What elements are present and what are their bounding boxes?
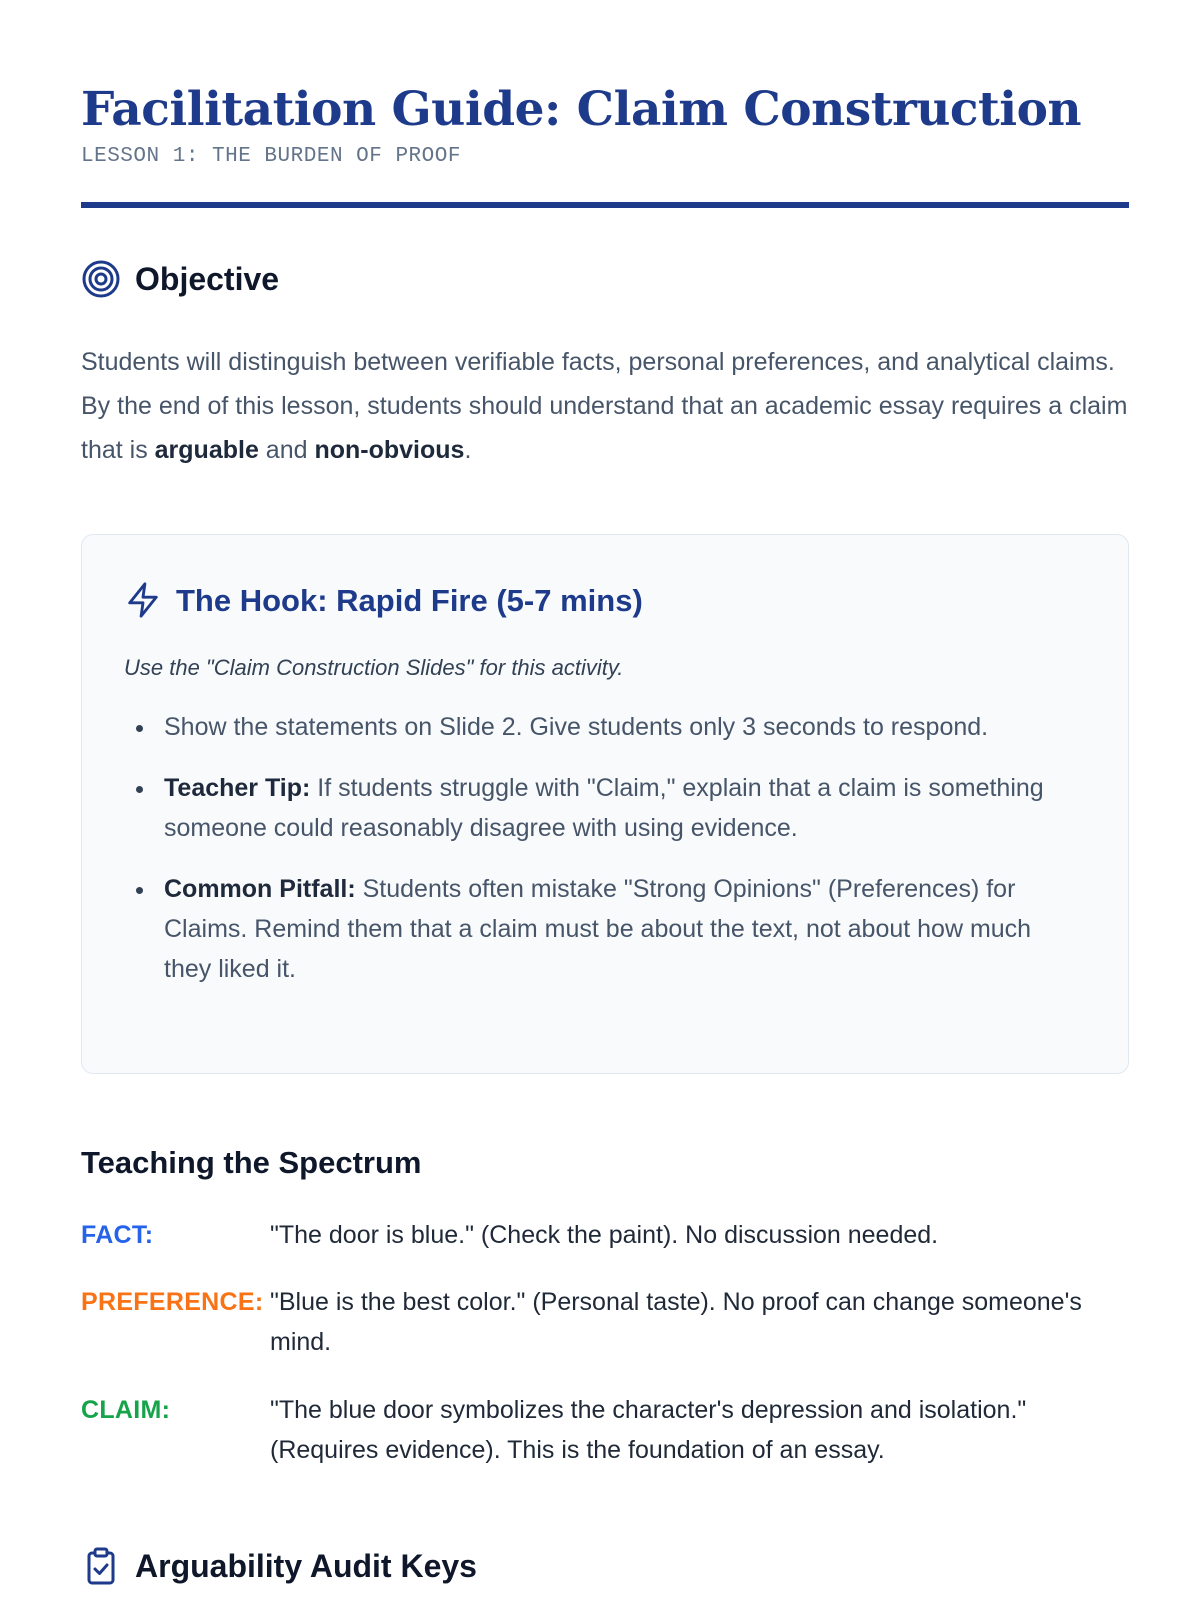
spectrum-label-claim: CLAIM:: [81, 1396, 171, 1424]
title-divider: [81, 202, 1129, 208]
objective-heading-label: Objective: [135, 261, 280, 297]
objective-text-joiner: and: [258, 436, 315, 464]
spectrum-text-fact: "The door is blue." (Check the paint). No discussion needed.: [270, 1221, 939, 1249]
list-item: [124, 869, 1064, 989]
objective-paragraph: [81, 340, 1129, 472]
list-item-text: Students often mistake "Strong Opinions" (Preferences) for Claims. Remind them that a claim must be about the text, not about how much they liked it.: [164, 875, 1032, 983]
hook-card: [81, 534, 1129, 1074]
list-item: [124, 707, 1064, 747]
spectrum-row-claim: [81, 1390, 1129, 1470]
objective-emphasis-arguable: arguable: [154, 436, 259, 464]
lesson-subtitle: LESSON 1: THE BURDEN OF PROOF: [81, 145, 461, 168]
list-item-text: If students struggle with "Claim," explain that a claim is something someone could reasonably disagree with using evidence.: [164, 774, 1044, 842]
spectrum-row-preference: [81, 1282, 1129, 1362]
spectrum-text-preference: "Blue is the best color." (Personal taste). No proof can change someone's mind.: [270, 1288, 1082, 1356]
list-item-label: Common Pitfall:: [164, 875, 356, 903]
hook-heading-label: The Hook: Rapid Fire (5-7 mins): [176, 582, 643, 618]
hook-heading: [124, 581, 643, 619]
objective-emphasis-non-obvious: non-obvious: [314, 436, 465, 464]
list-item-text: Show the statements on Slide 2. Give students only 3 seconds to respond.: [164, 713, 989, 741]
hook-note: Use the "Claim Construction Slides" for this activity.: [124, 655, 624, 680]
target-icon: [81, 259, 121, 299]
objective-text-end: .: [464, 436, 472, 464]
objective-heading: [81, 259, 279, 299]
audit-heading: [81, 1546, 477, 1586]
spectrum-heading: Teaching the Spectrum: [81, 1145, 422, 1180]
spectrum-text-claim: "The blue door symbolizes the character's depression and isolation." (Requires evidence). This is the foundation of an essay.: [270, 1396, 1027, 1464]
spectrum-row-fact: [81, 1215, 1129, 1255]
objective-text-intro: Students will distinguish between verifiable facts, personal preferences, and analytical claims. By the end of this lesson, students should understand that an academic essay requires a claim that is: [81, 348, 1128, 464]
list-item-label: Teacher Tip:: [164, 774, 311, 802]
page-title: Facilitation Guide: Claim Construction: [81, 82, 1082, 137]
list-item: [124, 768, 1064, 848]
lightning-icon: [124, 581, 162, 619]
hook-list: [124, 707, 1064, 1010]
audit-heading-label: Arguability Audit Keys: [135, 1548, 477, 1584]
spectrum-label-fact: FACT:: [81, 1221, 154, 1249]
spectrum-label-preference: PREFERENCE:: [81, 1288, 264, 1316]
clipboard-check-icon: [81, 1546, 121, 1586]
